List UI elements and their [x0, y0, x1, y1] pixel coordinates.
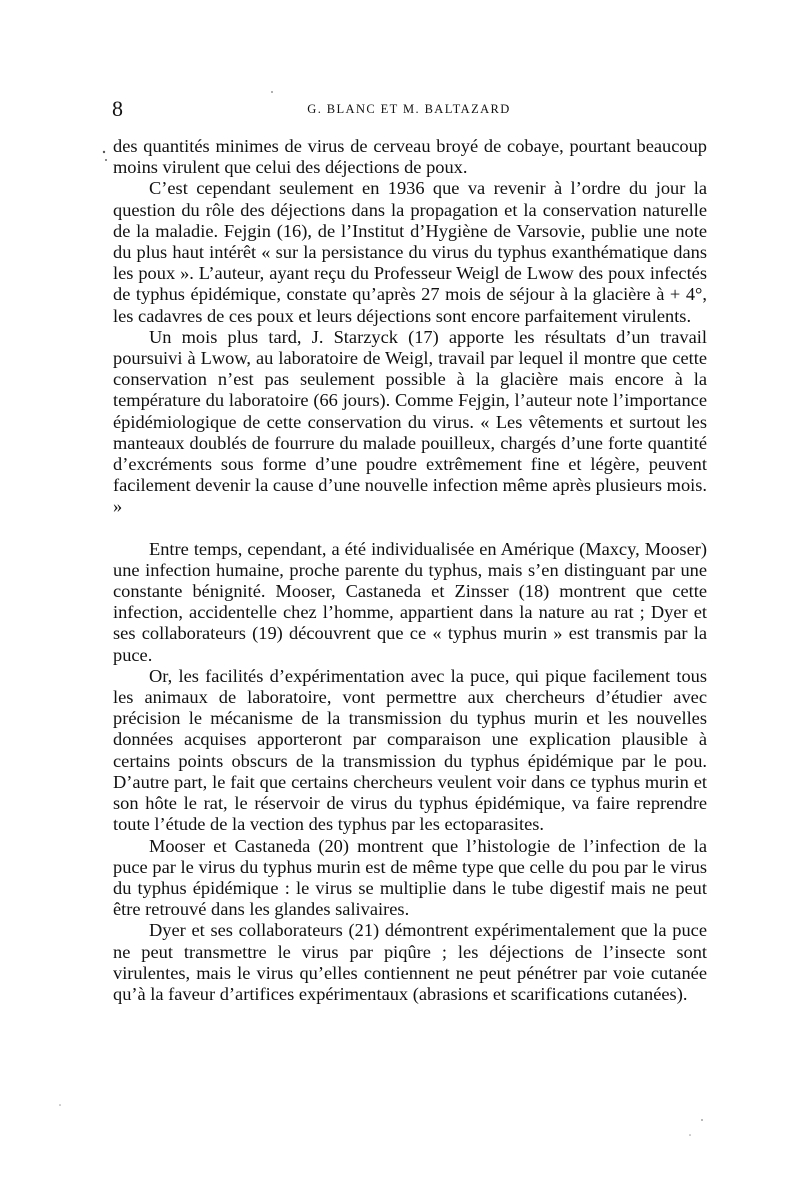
paragraph-5: Or, les facilités d’expérimentation avec la puce, qui pique facilement tous les animaux de laboratoire, vont permettre aux chercheurs d’étudier avec précision le mécanisme de la transmission du typhus murin et les nouvelles données acquises apporteront par comparaison une explication plausible à certains points obscurs de la transmission du typhus épidémique par le pou. D’autre part, le fait que certains chercheurs veulent voir dans ce typhus murin et son hôte le rat, le réservoir de virus du typhus épidémique, va faire reprendre toute l’étude de la vection des typhus par les ectoparasites.	[113, 665, 707, 835]
running-head-authors: G. BLANC ET M. BALTAZARD	[307, 102, 511, 116]
page-number: 8	[112, 96, 123, 121]
paragraph-1: des quantités minimes de virus de cerveau broyé de cobaye, pourtant beaucoup moins virulent que celui des déjections de poux.	[113, 136, 707, 178]
paragraph-7: Dyer et ses collaborateurs (21) démontrent expérimentalement que la puce ne peut transmettre le virus par piqûre ; les déjections de l’insecte sont virulentes, mais le virus qu’elles contiennent ne peut pénétrer par voie cutanée qu’à la faveur d’artifices expérimentaux (abrasions et scarifications cutanées).	[113, 920, 707, 1004]
running-head	[112, 96, 706, 122]
paragraph-6: Mooser et Castaneda (20) montrent que l’histologie de l’infection de la puce par le virus du typhus murin est de même type que celle du pou par le virus du typhus épidémique : le virus se multiplie dans le tube digestif mais ne peut être retrouvé dans les glandes salivaires.	[113, 835, 707, 920]
body-text	[113, 136, 707, 1005]
paragraph-3: Un mois plus tard, J. Starzyck (17) apporte les résultats d’un travail poursuivi à Lwow, au laboratoire de Weigl, travail par lequel il montre que cette conservation n’est pas seulement possible à la glacière mais encore à la température du laboratoire (66 jours). Comme Fejgin, l’auteur note l’importance épidémiologique de cette conservation du virus. « Les vêtements et surtout les manteaux doublés de fourrure du malade pouilleux, chargés d’une forte quantité d’excréments sous forme d’une poudre extrêmement fine et légère, peuvent facilement devenir la cause d’une nouvelle infection même après plusieurs mois. »	[113, 326, 707, 517]
paragraph-4: Entre temps, cependant, a été individualisée en Amérique (Maxcy, Mooser) une infection humaine, proche parente du typhus, mais s’en distinguant par une constante bénignité. Mooser, Castaneda et Zinsser (18) montrent que cette infection, accidentelle chez l’homme, appartient dans la nature au rat ; Dyer et ses collaborateurs (19) découvrent que ce « typhus murin » est transmis par la puce.	[113, 538, 707, 665]
paragraph-2: C’est cependant seulement en 1936 que va revenir à l’ordre du jour la question du rôle des déjections dans la propagation et la conservation naturelle de la maladie. Fejgin (16), de l’Institut d’Hygiène de Varsovie, publie une note du plus haut intérêt « sur la persistance du virus du typhus exanthématique dans les poux ». L’auteur, ayant reçu du Professeur Weigl de Lwow des poux infectés de typhus épidémique, constate qu’après 27 mois de séjour à la glacière à + 4°, les cadavres de ces poux et leurs déjections sont encore parfaitement virulents.	[113, 178, 707, 326]
